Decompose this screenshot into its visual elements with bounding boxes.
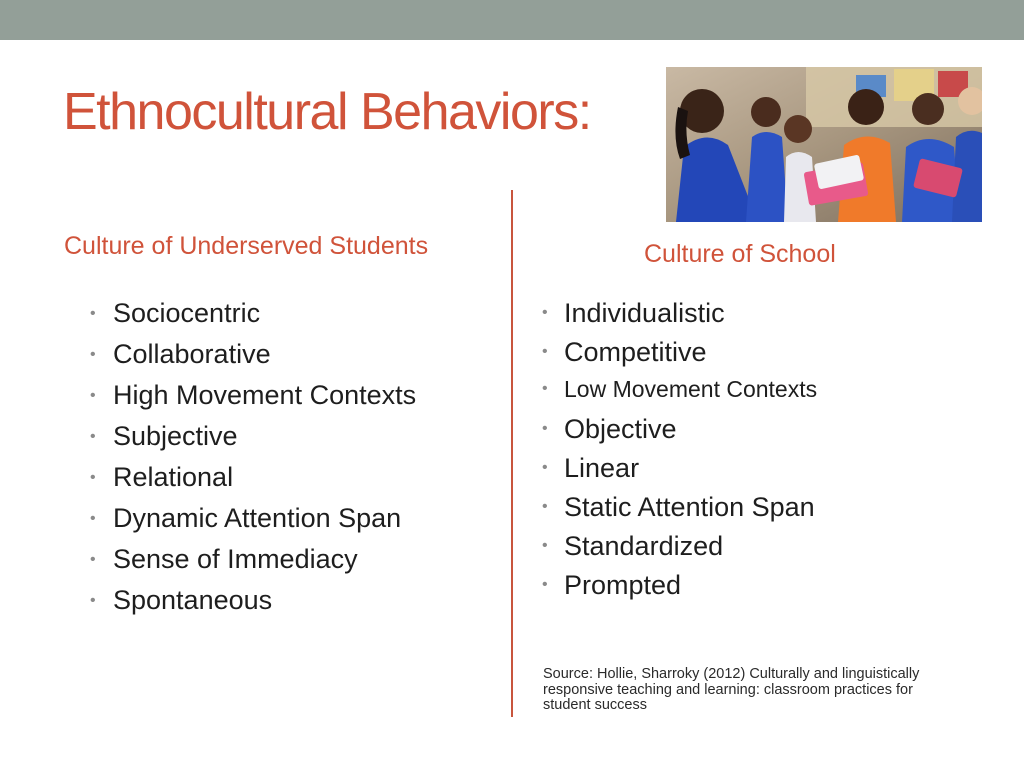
school-culture-list (540, 296, 817, 607)
list-item: • Relational (90, 460, 416, 501)
list-item: • Low Movement Contexts (542, 376, 818, 402)
bullet-icon: • (90, 387, 96, 404)
bullet-icon: • (90, 510, 96, 527)
list-item: • High Movement Contexts (90, 378, 416, 419)
bullet-icon: • (90, 592, 96, 609)
list-item: • Individualistic (542, 298, 725, 328)
bullet-icon: • (542, 304, 548, 321)
bullet-icon: • (542, 537, 548, 554)
bullet-icon: • (90, 305, 96, 322)
slide-title: Ethnocultural Behaviors: (63, 83, 591, 141)
bullet-icon: • (90, 346, 96, 363)
bullet-icon: • (542, 380, 548, 397)
list-item: • Prompted (542, 570, 682, 600)
bullet-icon: • (90, 428, 96, 445)
list-item: • Competitive (542, 337, 707, 367)
underserved-culture-list (90, 296, 416, 624)
list-item: • Objective (542, 414, 677, 444)
list-item: • Sociocentric (90, 296, 416, 337)
bullet-icon: • (90, 551, 96, 568)
bullet-icon: • (542, 498, 548, 515)
bullet-icon: • (542, 420, 548, 437)
left-column-heading: Culture of Underserved Students (64, 232, 429, 260)
column-divider (511, 190, 513, 717)
source-citation: Source: Hollie, Sharroky (2012) Culturally and linguistically responsive teaching and learning: classroom practices for student success (543, 666, 920, 713)
bullet-icon: • (90, 469, 96, 486)
right-column-heading: Culture of School (644, 240, 836, 268)
top-bar (0, 0, 1024, 40)
list-item: • Dynamic Attention Span (90, 501, 416, 542)
list-item: • Linear (542, 453, 640, 483)
bullet-icon: • (542, 576, 548, 593)
list-item: • Standardized (542, 531, 724, 561)
classroom-photo (666, 67, 982, 222)
list-item: • Spontaneous (90, 583, 416, 624)
list-item: • Collaborative (90, 337, 416, 378)
list-item: • Sense of Immediacy (90, 542, 416, 583)
list-item: • Static Attention Span (542, 492, 815, 522)
list-item: • Subjective (90, 419, 416, 460)
bullet-icon: • (542, 343, 548, 360)
bullet-icon: • (542, 459, 548, 476)
